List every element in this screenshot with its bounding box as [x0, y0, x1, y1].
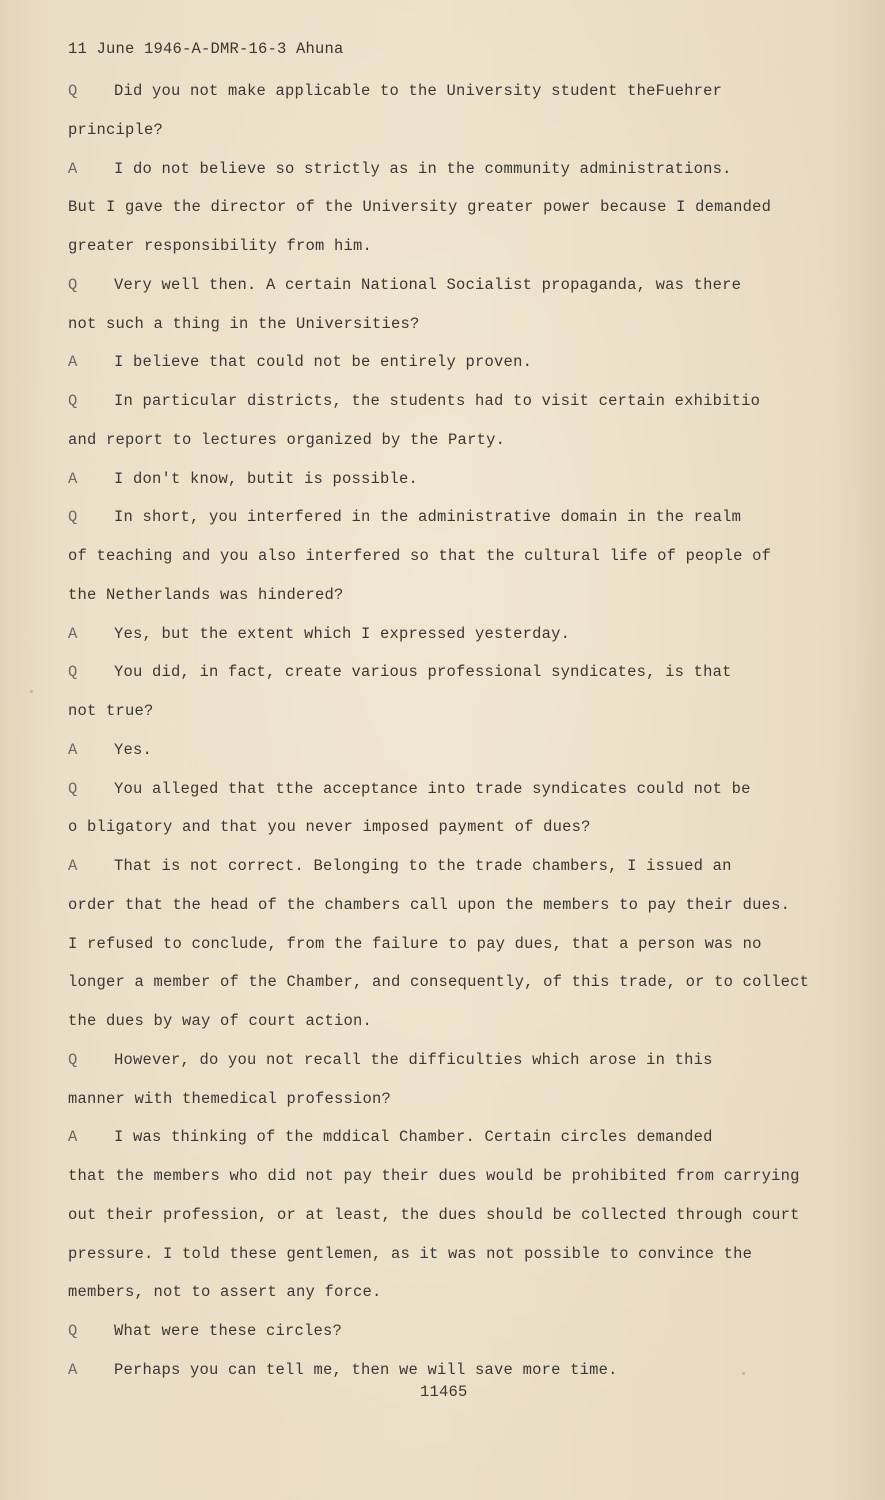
question-marker: Q [68, 392, 78, 410]
transcript-line [68, 1282, 828, 1321]
line-text: principle? [68, 120, 164, 139]
line-text: members, not to assert any force. [68, 1283, 382, 1302]
line-text: and report to lectures organized by the Party. [68, 430, 506, 449]
line-text: That is not correct. Belonging to the trade chambers, I issued an [114, 857, 732, 875]
answer-marker: A [68, 469, 78, 488]
question-marker: Q [68, 275, 78, 294]
transcript-line [68, 120, 828, 159]
transcript-line [68, 81, 828, 120]
document-header: 11 June 1946-A-DMR-16-3 Ahuna [68, 40, 344, 58]
transcript-line [68, 701, 828, 740]
line-text: In particular districts, the students had to visit certain exhibitio [114, 392, 761, 410]
line-text: of teaching and you also interfered so that the cultural life of people of [68, 547, 772, 565]
line-text: greater responsibility from him. [68, 237, 373, 255]
transcript-line [68, 934, 828, 973]
answer-marker: A [68, 624, 78, 643]
question-marker: Q [68, 82, 78, 100]
line-text: longer a member of the Chamber, and consequently, of this trade, or to collect [68, 973, 810, 992]
line-text: I refused to conclude, from the failure to pay dues, that a person was no [68, 934, 762, 953]
answer-marker: A [68, 353, 78, 372]
transcript-line [68, 469, 828, 508]
line-text: Did you not make applicable to the University student theFuehrer [114, 82, 723, 100]
line-text: Perhaps you can tell me, then we will save more time. [114, 1360, 618, 1379]
line-text: manner with themedical profession? [68, 1089, 392, 1108]
transcript-line [68, 1089, 828, 1128]
transcript-line [68, 779, 828, 818]
question-marker: Q [68, 1322, 78, 1340]
question-marker: Q [68, 663, 78, 682]
line-text: that the members who did not pay their dues would be prohibited from carrying [68, 1167, 800, 1185]
answer-marker: A [68, 1360, 78, 1379]
line-text: But I gave the director of the University greater power because I demanded [68, 198, 772, 217]
line-text: You alleged that tthe acceptance into trade syndicates could not be [114, 779, 751, 798]
transcript-body [68, 81, 828, 1399]
transcript-line [68, 159, 828, 198]
answer-marker: A [68, 159, 78, 178]
line-text: You did, in fact, create various professional syndicates, is that [114, 663, 732, 682]
line-text: out their profession, or at least, the dues should be collected through court [68, 1205, 800, 1224]
transcript-line [68, 895, 828, 934]
transcript-line [68, 740, 828, 779]
line-text: order that the head of the chambers call upon the members to pay their dues. [68, 895, 791, 914]
transcript-line [68, 507, 828, 546]
page-number: 11465 [420, 1383, 468, 1401]
line-text: I believe that could not be entirely proven. [114, 353, 533, 372]
transcript-line [68, 1050, 828, 1089]
transcript-line [68, 197, 828, 236]
line-text: pressure. I told these gentlemen, as it was not possible to convince the [68, 1244, 753, 1263]
line-text: the dues by way of court action. [68, 1012, 373, 1030]
transcript-line [68, 1166, 828, 1205]
line-text: not true? [68, 702, 154, 720]
transcript-line [68, 1011, 828, 1050]
paper-mark [742, 1372, 745, 1375]
line-text: not such a thing in the Universities? [68, 314, 420, 333]
transcript-line [68, 817, 828, 856]
line-text: o bligatory and that you never imposed payment of dues? [68, 818, 591, 837]
transcript-line [68, 546, 828, 585]
transcript-line [68, 1244, 828, 1283]
line-text: What were these circles? [114, 1322, 343, 1340]
answer-marker: A [68, 1128, 78, 1147]
transcript-line [68, 585, 828, 624]
transcript-line [68, 1205, 828, 1244]
line-text: Yes, but the extent which I expressed yesterday. [114, 624, 571, 643]
transcript-line [68, 1321, 828, 1360]
question-marker: Q [68, 779, 78, 798]
line-text: I do not believe so strictly as in the community administrations. [114, 159, 732, 178]
paper-mark [30, 690, 33, 693]
transcript-line [68, 352, 828, 391]
line-text: Yes. [114, 740, 153, 759]
question-marker: Q [68, 508, 78, 527]
transcript-line [68, 236, 828, 275]
transcript-line [68, 430, 828, 469]
transcript-line [68, 275, 828, 314]
line-text: In short, you interfered in the administrative domain in the realm [114, 508, 742, 527]
transcript-line [68, 391, 828, 430]
transcript-line [68, 314, 828, 353]
line-text: the Netherlands was hindered? [68, 585, 344, 604]
transcript-line [68, 1127, 828, 1166]
answer-marker: A [68, 740, 78, 759]
answer-marker: A [68, 857, 78, 875]
transcript-line [68, 856, 828, 895]
transcript-line [68, 972, 828, 1011]
line-text: Very well then. A certain National Socialist propaganda, was there [114, 275, 742, 294]
question-marker: Q [68, 1050, 78, 1069]
transcript-line [68, 624, 828, 663]
line-text: I don't know, butit is possible. [114, 469, 419, 488]
transcript-line [68, 662, 828, 701]
line-text: I was thinking of the mddical Chamber. Certain circles demanded [114, 1128, 713, 1147]
line-text: However, do you not recall the difficulties which arose in this [114, 1050, 713, 1069]
